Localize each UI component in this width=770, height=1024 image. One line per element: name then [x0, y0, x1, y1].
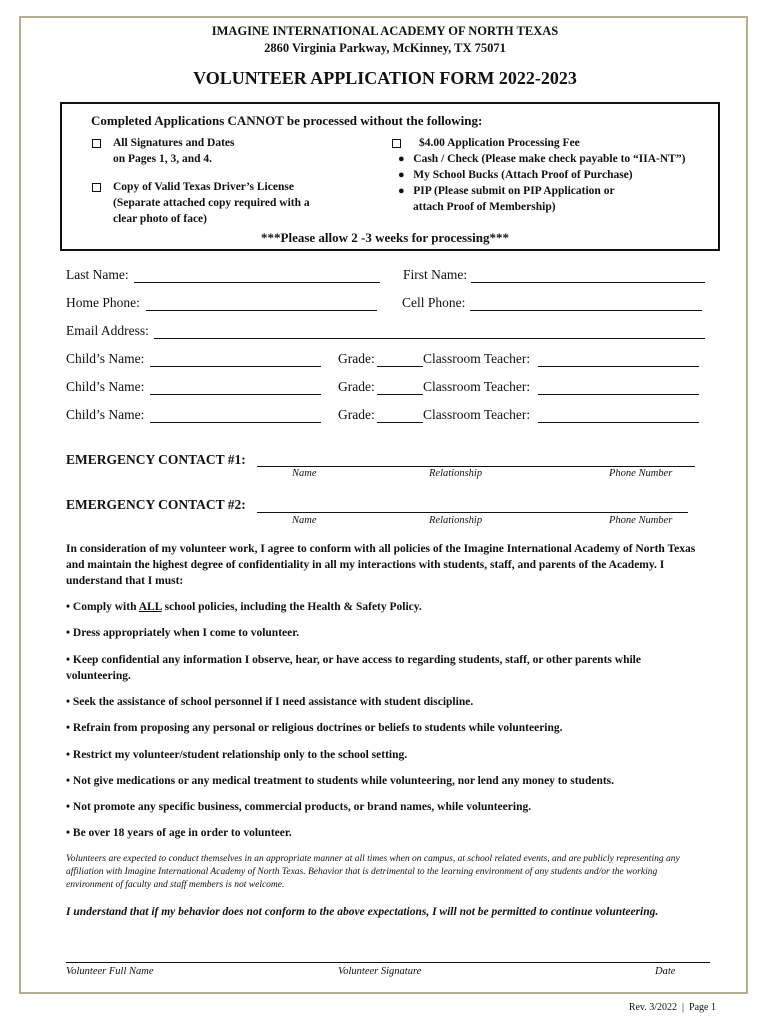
- license-checkbox[interactable]: [92, 183, 101, 192]
- ec1-name-caption: Name: [292, 468, 317, 479]
- home-phone-field[interactable]: [146, 310, 377, 311]
- grade3-field[interactable]: [377, 422, 423, 423]
- last-name-label: Last Name:: [66, 267, 129, 282]
- list-item-text: attach Proof of Membership): [413, 201, 556, 213]
- teacher3-field[interactable]: [538, 422, 699, 423]
- req-line: (Separate attached copy required with a: [113, 197, 310, 209]
- teacher1-label: Classroom Teacher:: [423, 351, 531, 366]
- policy-item: • Keep confidential any information I observe, hear, or have access to regarding students, staff, or other parents while volunteering.: [66, 654, 641, 682]
- req-line: on Pages 1, 3, and 4.: [113, 153, 213, 165]
- email-field[interactable]: [154, 338, 705, 339]
- teacher2-label: Classroom Teacher:: [423, 379, 531, 394]
- date-caption: Date: [655, 966, 676, 977]
- conduct-fine-print: Volunteers are expected to conduct themselves in an appropriate manner at all times when on campus, at school related events, and are publicly representing any affiliation with Imagine International Academy of North Texas. Behavior that is detrimental to the learning environment of any students and/or the working environment of faculty and staff members is not welcome.: [66, 854, 680, 890]
- req-line: clear photo of face): [113, 213, 207, 225]
- agreement-intro: In consideration of my volunteer work, I agree to conform with all policies of the Imagine International Academy of North Texas and maintain the highest degree of confidentiality in all my interactions with students, staff, and parents of the Academy. I understand that I must:: [66, 543, 696, 587]
- policy-item: • Restrict my volunteer/student relationship only to the school setting.: [66, 749, 408, 761]
- emergency-contact-2-field[interactable]: [257, 512, 688, 513]
- list-item-text: PIP (Please submit on PIP Application or: [413, 185, 615, 197]
- policy-emphasis: ALL: [138, 601, 162, 613]
- list-item-text: My School Bucks (Attach Proof of Purchase): [413, 169, 633, 181]
- child2-label: Child’s Name:: [66, 379, 145, 394]
- policy-item: • Not promote any specific business, commercial products, or brand names, while volunteering.: [66, 801, 532, 813]
- policy-item-comply: [66, 599, 706, 615]
- fee-requirement: $4.00 Application Processing Fee: [419, 137, 580, 149]
- full-name-caption: Volunteer Full Name: [66, 966, 154, 977]
- ec2-relationship-caption: Relationship: [429, 515, 483, 526]
- first-name-field[interactable]: [471, 282, 705, 283]
- ec2-name-caption: Name: [292, 515, 317, 526]
- understanding-statement: I understand that if my behavior does not conform to the above expectations, I will not be permitted to continue volunteering.: [66, 906, 659, 918]
- home-phone-label: Home Phone:: [66, 295, 140, 310]
- child1-label: Child’s Name:: [66, 351, 145, 366]
- ec1-relationship-caption: Relationship: [429, 468, 483, 479]
- signatures-requirement: [113, 135, 235, 167]
- emergency-contact-1-field[interactable]: [257, 466, 695, 467]
- child2-name-field[interactable]: [150, 394, 321, 395]
- list-item: ● My School Bucks (Attach Proof of Purchase): [398, 169, 633, 181]
- school-address: 2860 Virginia Parkway, McKinney, TX 75071: [264, 41, 506, 55]
- last-name-field[interactable]: [134, 282, 380, 283]
- cell-phone-label: Cell Phone:: [402, 295, 466, 310]
- signature-line[interactable]: [66, 962, 710, 963]
- first-name-label: First Name:: [403, 267, 468, 282]
- list-item: ● PIP (Please submit on PIP Application or: [398, 185, 615, 197]
- ec1-phone-caption: Phone Number: [609, 468, 673, 479]
- form-title: VOLUNTEER APPLICATION FORM 2022-2023: [193, 68, 577, 88]
- fee-checkbox[interactable]: [392, 139, 401, 148]
- teacher1-field[interactable]: [538, 366, 699, 367]
- teacher3-label: Classroom Teacher:: [423, 407, 531, 422]
- teacher2-field[interactable]: [538, 394, 699, 395]
- list-item-text: Cash / Check (Please make check payable to “IIA-NT”): [413, 153, 686, 165]
- grade2-label: Grade:: [338, 379, 375, 394]
- cell-phone-field[interactable]: [470, 310, 702, 311]
- grade2-field[interactable]: [377, 394, 423, 395]
- req-line: All Signatures and Dates: [113, 137, 235, 149]
- signature-caption: Volunteer Signature: [338, 966, 422, 977]
- child1-name-field[interactable]: [150, 366, 321, 367]
- email-label: Email Address:: [66, 323, 149, 338]
- school-name: IMAGINE INTERNATIONAL ACADEMY OF NORTH TEXAS: [211, 24, 559, 38]
- emergency-contact-1-label: EMERGENCY CONTACT #1:: [66, 452, 246, 467]
- policy-item: • Refrain from proposing any personal or religious doctrines or beliefs to students while volunteering.: [66, 722, 563, 734]
- ec2-phone-caption: Phone Number: [609, 515, 673, 526]
- policy-item: • Seek the assistance of school personnel if I need assistance with student discipline.: [66, 696, 474, 708]
- grade1-label: Grade:: [338, 351, 375, 366]
- policy-item: • Not give medications or any medical treatment to students while volunteering, nor lend any money to students.: [66, 775, 615, 787]
- grade3-label: Grade:: [338, 407, 375, 422]
- signatures-checkbox[interactable]: [92, 139, 101, 148]
- policy-item: • Be over 18 years of age in order to volunteer.: [66, 827, 292, 839]
- policy-text: school policies, including the Health & Safety Policy.: [161, 601, 422, 613]
- license-requirement: [113, 179, 310, 227]
- requirements-heading: Completed Applications CANNOT be processed without the following:: [91, 113, 483, 128]
- payment-options: [398, 151, 685, 215]
- child3-label: Child’s Name:: [66, 407, 145, 422]
- req-line: Copy of Valid Texas Driver’s License: [113, 181, 294, 193]
- policy-text: • Comply with: [66, 601, 139, 613]
- policy-item: • Dress appropriately when I come to volunteer.: [66, 627, 300, 639]
- list-item: ● Cash / Check (Please make check payable to “IIA-NT”): [398, 153, 686, 165]
- emergency-contact-2-label: EMERGENCY CONTACT #2:: [66, 497, 246, 512]
- processing-note: ***Please allow 2 -3 weeks for processing***: [261, 230, 509, 245]
- page-footer: Rev. 3/2022 | Page 1: [628, 1002, 716, 1013]
- grade1-field[interactable]: [377, 366, 423, 367]
- child3-name-field[interactable]: [150, 422, 321, 423]
